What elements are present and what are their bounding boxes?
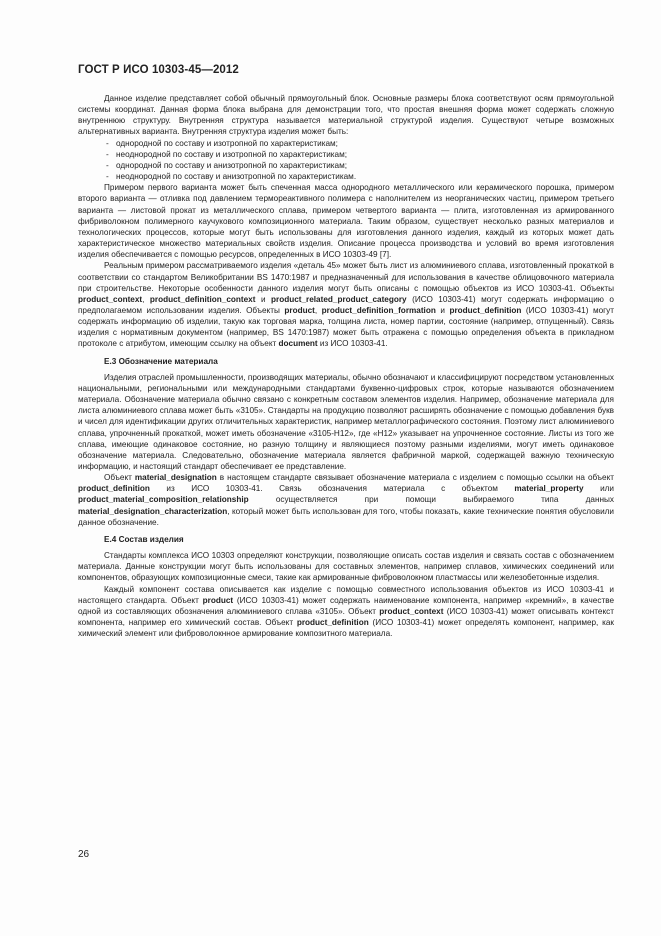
entity-name: product_related_product_category: [271, 294, 407, 304]
paragraph: Объект material_designation в настоящем стандарте связывает обозначение материала с изделием с помощью ссылки на объект product_definition из ИСО 10303-41. Связь обозначения материала с объектом material_property или product_material_composition_relationship осуществляется при помощи выбираемого типа данных material_designation_characterization, который может быть использован для того, чтобы показать, какие технические понятия обусловили данное обозначение.: [78, 473, 615, 527]
entity-name: product_context: [78, 294, 143, 304]
paragraph: Реальным примером рассматриваемого изделия «деталь 45» может быть лист из алюминиевого сплава, изготовленный прокаткой в соответствии со стандартом Великобритании BS 1470:1987 и предназначенный для использования в качестве облицовочного материала при строительстве. Некоторые особенности данного изделия могут быть описаны с помощью объектов из ИСО 10303-41. Объекты product_context, product_definition_context и product_related_product_category (ИСО 10303-41) могут содержать информацию о предполагаемом использовании изделия. Объекты product, product_definition_formation и product_definition (ИСО 10303-41) могут содержать информацию об изделии, такую как торговая марка, толщина листа, номер партии, состояние (например, отпущенный). Связь изделия с нормативным документом (например, BS 1470:1987) может быть отражена с помощью определения объекта в прикладном протоколе с атрибутом, имеющим ссылку на объект document из ИСО 10303-41.: [78, 261, 614, 349]
paragraph: Примером первого варианта может быть спеченная масса однородного металлического или керамического порошка, примером второго варианта — отливка под давлением термореактивного полимера с наполнителем из неорганических частиц, примером третьего варианта — листовой прокат из металлического сплава, примером четвертого варианта — плита, изготовленная из армированного фибриволокном полимерного каучукового композиционного материала. Таким образом, существует несколько разных материалов и технологических процессов, которые могут быть использованы для изготовления данного изделия, каждый из которых может дать характеристическое множество материальных свойств изделия. Описание процесса производства и условий во время изготовления изделия обеспечивается с помощью ресурсов, определенных в ИСО 10303-49 [7].: [78, 183, 614, 260]
entity-name: product_material_composition_relationship: [78, 495, 249, 505]
list-item: - неоднородной по составу и анизотропной по характеристикам.: [106, 171, 614, 182]
entity-name: product: [284, 305, 315, 315]
entity-name: product_definition_formation: [321, 305, 436, 315]
section-heading: Е.3 Обозначение материала: [104, 356, 218, 366]
entity-name: material_property: [514, 484, 584, 494]
structure-list: [78, 138, 614, 183]
document-body: [78, 93, 614, 639]
paragraph: Стандарты комплекса ИСО 10303 определяют конструкции, позволяющие описать состав изделия и связать состав с обозначением материала. Данные конструкции могут быть использованы для составных элементов, например сплавов, химических соединений или компонентов, образующих композиционные смеси, такие как армированные фиброволокном пластмассы или железобетонные изделия.: [78, 551, 614, 583]
entity-name: material_designation_characterization: [78, 506, 228, 516]
section-heading: Е.4 Состав изделия: [104, 534, 184, 544]
entity-name: product_definition_context: [149, 294, 256, 304]
paragraph: Изделия отраслей промышленности, производящих материалы, обычно обозначают и классифицируют посредством установленных национальными, региональными или международными стандартами буквенно-цифровых строк, которые называются обозначением материала. Обозначение материала обычно связано с конкретным составом элементов изделия. Например, обозначение материала для листа алюминиевого сплава может быть «3105». Стандарты на продукцию позволяют расширять обозначение с помощью добавления букв и чисел для идентификации других отличительных характеристик, например металлографического состояния. Поэтому лист алюминиевого сплава, упрочненный прокаткой, может иметь обозначение «3105-H12», где «H12» указывает на упрочненное состояние. Листы из того же сплава, имеющие одинаковое состояние, но разную толщину и являющиеся поэтому разными изделиями, могут иметь одинаковое обозначение материала. Следовательно, обозначение материала является фабричной маркой, содержащей важную техническую информацию, и настоящий стандарт обеспечивает ее представление.: [78, 372, 614, 471]
paragraph: Каждый компонент состава описывается как изделие с помощью совместного использования объектов из ИСО 10303-41 и настоящего стандарта. Объект product (ИСО 10303-41) может содержать наименование компонента, например «кремний», в качестве одной из составляющих обозначения алюминиевого сплава «3105». Объект product_context (ИСО 10303-41) может описывать контекст компонента, например его химический состав. Объект product_definition (ИСО 10303-41) может определять компонент, например, как химический элемент или фиброволокнное армирование композитного материала.: [78, 584, 615, 639]
entity-name: product_definition: [78, 484, 150, 494]
entity-name: product_definition: [296, 618, 369, 628]
entity-name: document: [278, 339, 318, 349]
entity-name: product: [202, 595, 234, 605]
list-item: - однородной по составу и изотропной по характеристикам;: [106, 138, 614, 149]
page-number: 26: [78, 849, 90, 860]
entity-name: material_designation: [134, 473, 217, 483]
entity-name: product_definition: [449, 305, 522, 315]
page-header: ГОСТ Р ИСО 10303-45—2012: [78, 64, 239, 76]
paragraph: Данное изделие представляет собой обычный прямоугольный блок. Основные размеры блока соответствуют осям прямоугольной системы координат. Данная форма блока выбрана для демонстрации того, что простая внешняя форма может содержать сложную внутреннюю структуру. Внутренняя структура называется материальной структурой изделия. Существуют четыре возможных альтернативных варианта. Внутренняя структура изделия может быть:: [78, 94, 614, 137]
entity-name: product_context: [379, 606, 444, 616]
list-item: - неоднородной по составу и изотропной по характеристикам;: [106, 149, 614, 160]
list-item: - однородной по составу и анизотропной по характеристикам;: [106, 160, 614, 171]
